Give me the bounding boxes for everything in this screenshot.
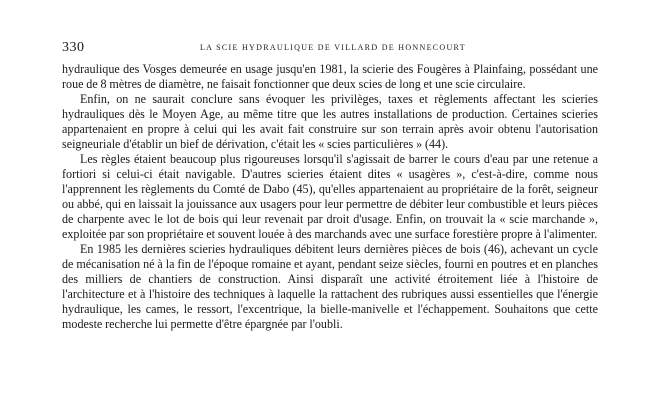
paragraph-conclusion: En 1985 les dernières scieries hydrauliques débitent leurs dernières pièces de bois (46), achevant un cycle de mécanisation né à la fin de l'époque romaine et ayant, pendant seize siècles, fourni en poutres et en planches des milliers de chantiers de construction. Ainsi disparaît une activité étroitement liée à l'histoire de l'architecture et à l'histoire des techniques à laquelle la rattachent des rubriques aussi essentielles que l'énergie hydraulique, les cames, le ressort, l'excentrique, la bielle-manivelle et l'échappement. Souhaitons que cette modeste recherche lui permette d'être épargnée par l'oubli. xyxy=(62,242,598,331)
paragraph-privileges: Enfin, on ne saurait conclure sans évoquer les privilèges, taxes et règlements affectant les scieries hydrauliques dès le Moyen Age, au même titre que les autres installations de production. Certaines scieries appartenaient en propre à celui qui les avait fait construire sur son terrain après avoir obtenu l'autorisation seigneuriale d'établir un bief de dérivation, c'était les « scies particulières » (44). xyxy=(62,92,598,151)
paragraph-continuation: hydraulique des Vosges demeurée en usage jusqu'en 1981, la scierie des Fougères à Plainfaing, possédant une roue de 8 mètres de diamètre, ne faisait fonctionner que deux scies de long et une scie circulaire. xyxy=(62,62,598,91)
running-title: LA SCIE HYDRAULIQUE DE VILLARD DE HONNECOURT xyxy=(200,43,466,52)
page xyxy=(62,40,598,380)
running-head xyxy=(62,40,598,56)
page-number: 330 xyxy=(62,40,85,55)
paragraph-rules: Les règles étaient beaucoup plus rigoureuses lorsqu'il s'agissait de barrer le cours d'eau par une retenue a fortiori si celui-ci était navigable. D'autres scieries étaient dites « usagères », c'est-à-dire, comme nous l'apprennent les règlements du Comté de Dabo (45), qu'elles appartenaient au propriétaire de la forêt, seigneur ou abbé, qui en laissait la jouissance aux usagers pour leur permettre de débiter leur combustible et leurs pièces de charpente avec le lot de bois qui leur revenait par droit d'usage. Enfin, on trouvait la « scie marchande », exploitée par son propriétaire et souvent louée à des marchands avec une surface forestière propre à l'alimenter. xyxy=(62,152,598,241)
